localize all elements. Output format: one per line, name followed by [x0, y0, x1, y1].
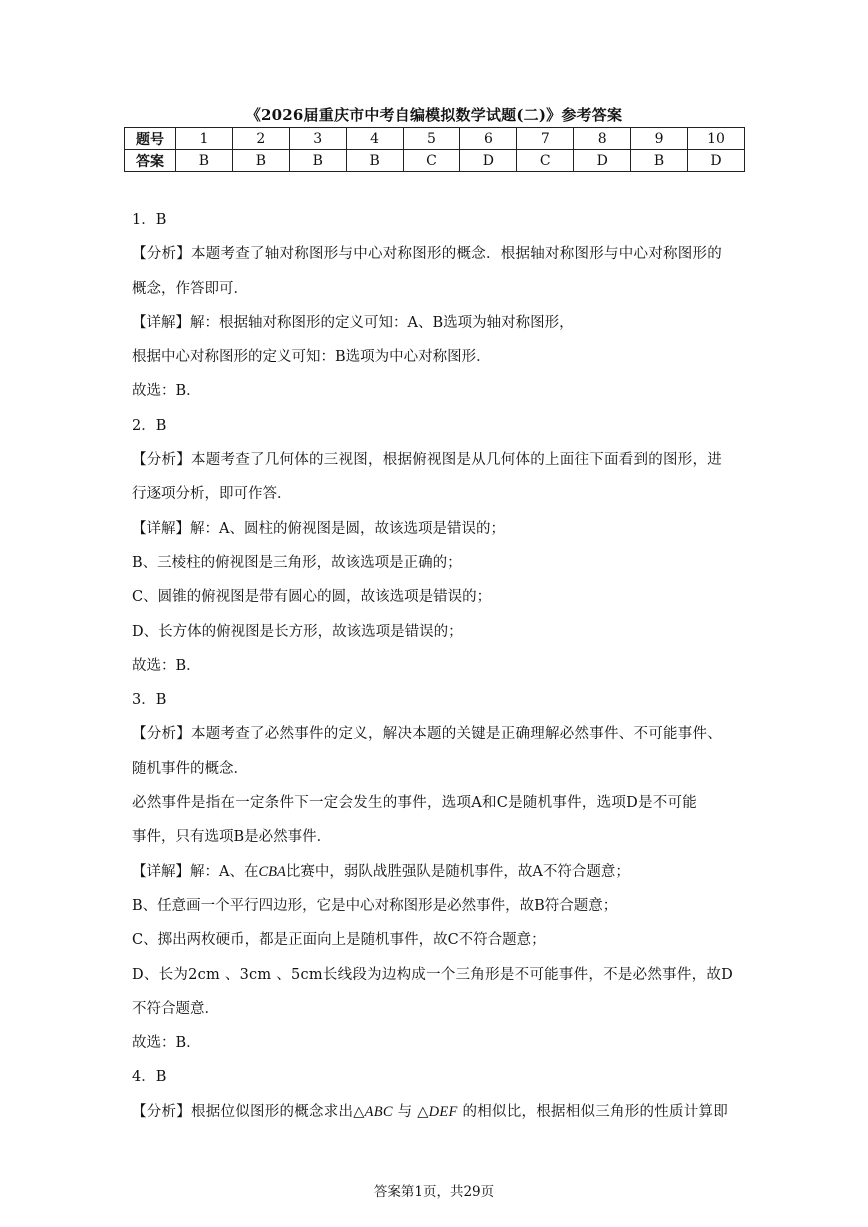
- question-number: 10: [688, 128, 745, 150]
- question-number: 4: [346, 128, 403, 150]
- solution-body: [132, 203, 752, 1129]
- page-title: 《2026届重庆市中考自编模拟数学试题(二)》参考答案: [245, 106, 623, 124]
- detail-paragraph: 不符合题意．: [132, 1000, 219, 1017]
- detail-paragraph: 【详解】解：根据轴对称图形的定义可知：A、B选项为轴对称图形，: [132, 314, 574, 331]
- question-heading: 3．B: [132, 692, 167, 709]
- table-row-numbers: [125, 128, 745, 150]
- math-cba: CBA: [258, 863, 286, 880]
- detail-text: 比赛中，弱队战胜强队是随机事件，故A不符合题意；: [285, 863, 630, 880]
- detail-paragraph: B、任意画一个平行四边形，它是中心对称图形是必然事件，故B符合题意；: [132, 897, 618, 914]
- answer-cell: B: [289, 150, 346, 172]
- choice-line: 故选：B．: [132, 383, 201, 400]
- answer-cell: C: [517, 150, 574, 172]
- analysis-paragraph: 随机事件的概念．: [132, 760, 248, 777]
- answer-cell: B: [346, 150, 403, 172]
- choice-line: 故选：B．: [132, 1035, 201, 1052]
- answer-cell: C: [403, 150, 460, 172]
- answer-cell: B: [232, 150, 289, 172]
- page-footer: 答案第1页，共29页: [373, 1184, 495, 1200]
- table-row-answers: [125, 150, 745, 172]
- question-number: 7: [517, 128, 574, 150]
- detail-paragraph: D、长为2cm 、3cm 、5cm长线段为边构成一个三角形是不可能事件，不是必然事件，故D: [132, 966, 734, 983]
- answer-cell: B: [176, 150, 233, 172]
- analysis-text: 【分析】根据位似图形的概念求出: [132, 1103, 354, 1120]
- detail-paragraph: C、掷出两枚硬币，都是正面向上是随机事件，故C不符合题意；: [132, 932, 546, 949]
- question-heading: 2．B: [132, 417, 167, 434]
- answer-table: [124, 127, 745, 172]
- question-heading: 4．B: [132, 1069, 167, 1086]
- answer-cell: D: [574, 150, 631, 172]
- row-header-answer: 答案: [125, 150, 176, 172]
- detail-paragraph: D、长方体的俯视图是长方形，故该选项是错误的；: [132, 623, 463, 640]
- math-triangle-abc: △ABC: [353, 1103, 393, 1120]
- question-number: 5: [403, 128, 460, 150]
- detail-paragraph: C、圆锥的俯视图是带有圆心的圆，故该选项是错误的；: [132, 589, 492, 606]
- question-number: 3: [289, 128, 346, 150]
- answer-cell: D: [688, 150, 745, 172]
- answer-cell: B: [631, 150, 688, 172]
- choice-line: 故选：B．: [132, 657, 201, 674]
- question-number: 1: [176, 128, 233, 150]
- question-number: 9: [631, 128, 688, 150]
- analysis-paragraph: 必然事件是指在一定条件下一定会发生的事件，选项A和C是随机事件，选项D是不可能: [132, 795, 697, 812]
- answer-cell: D: [460, 150, 517, 172]
- question-number: 6: [460, 128, 517, 150]
- analysis-paragraph: 【分析】本题考查了几何体的三视图，根据俯视图是从几何体的上面往下面看到的图形，进: [132, 452, 722, 469]
- question-heading: 1．B: [132, 212, 167, 228]
- detail-paragraph: 根据中心对称图形的定义可知：B选项为中心对称图形．: [132, 349, 491, 366]
- question-number: 2: [232, 128, 289, 150]
- analysis-paragraph: 行逐项分析，即可作答．: [132, 486, 292, 503]
- analysis-text: 的相似比，根据相似三角形的性质计算即: [462, 1103, 728, 1120]
- question-number: 8: [574, 128, 631, 150]
- analysis-paragraph: 【分析】本题考查了轴对称图形与中心对称图形的概念．根据轴对称图形与中心对称图形的: [132, 246, 722, 263]
- detail-paragraph: B、三棱柱的俯视图是三角形，故该选项是正确的；: [132, 554, 462, 571]
- row-header-number: 题号: [125, 128, 176, 150]
- detail-text: 【详解】解：A、在: [132, 863, 259, 880]
- detail-paragraph: [132, 855, 752, 889]
- detail-paragraph: 【详解】解：A、圆柱的俯视图是圆，故该选项是错误的；: [132, 520, 505, 537]
- analysis-paragraph: 概念，作答即可．: [132, 280, 248, 297]
- analysis-text: 与: [397, 1103, 413, 1120]
- analysis-paragraph: [132, 1095, 752, 1129]
- analysis-paragraph: 事件，只有选项B是必然事件．: [132, 829, 332, 846]
- math-triangle-def: △DEF: [417, 1103, 458, 1120]
- analysis-paragraph: 【分析】本题考查了必然事件的定义，解决本题的关键是正确理解必然事件、不可能事件、: [132, 726, 722, 743]
